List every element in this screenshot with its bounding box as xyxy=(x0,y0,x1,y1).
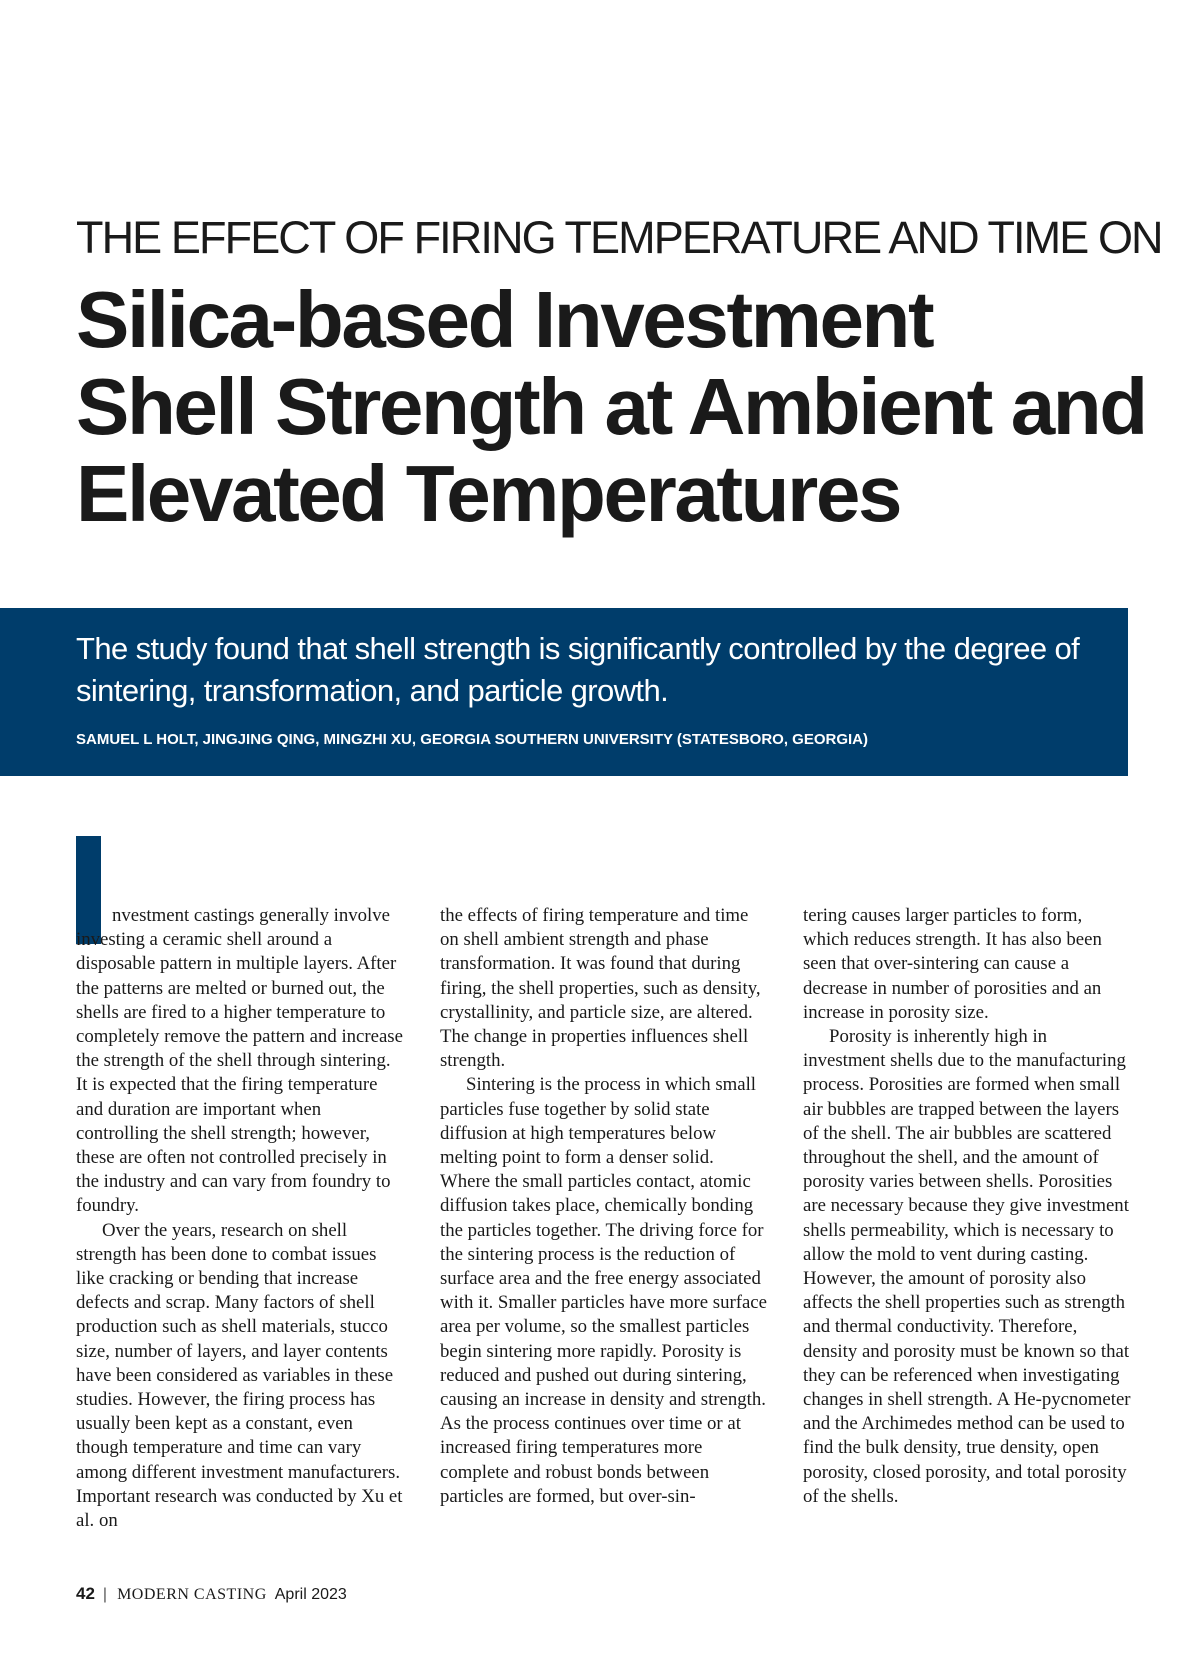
issue-date: April 2023 xyxy=(274,1586,347,1603)
body-column-2 xyxy=(440,904,768,1509)
article-title xyxy=(76,276,1166,537)
magazine-name: MODERN CASTING xyxy=(117,1586,267,1603)
page-number: 42 xyxy=(76,1584,95,1603)
deck-banner xyxy=(0,608,1128,776)
article-kicker: THE EFFECT OF FIRING TEMPERATURE AND TIME ON xyxy=(76,212,1162,263)
body-paragraph: nvestment castings generally involve investing a ceramic shell around a disposable pattern in multiple layers. After the patterns are melted or burned out, the shells are fired to a higher temperature to completely remove the pattern and increase the strength of the shell through sintering. It is expected that the firing temperature and duration are important when controlling the shell strength; however, these are often not controlled precisely in the industry and can vary from foundry to foundry. xyxy=(76,905,403,1217)
article-title-line-3: Elevated Temperatures xyxy=(76,449,901,538)
body-paragraph: tering causes larger particles to form, which reduces strength. It has also been seen that over-sintering can cause a decrease in number of porosities and an increase in porosity size. xyxy=(803,905,1102,1023)
body-paragraph: the effects of firing temperature and time on shell ambient strength and phase transformation. It was found that during firing, the shell properties, such as density, crystallinity, and particle size, are altered. The change in properties influences shell strength. xyxy=(440,905,761,1072)
article-title-line-1: Silica-based Investment xyxy=(76,275,933,364)
footer-separator: | xyxy=(102,1586,108,1603)
body-paragraph: Over the years, research on shell strength has been done to combat issues like cracking or bending that increase defects and scrap. Many factors of shell production such as shell materials, stucco size, number of layers, and layer contents have been considered as variables in these studies. However, the firing process has usually been kept as a constant, even though temperature and time can vary among different investment manufacturers. Important research was conducted by Xu et al. on xyxy=(76,1219,403,1532)
body-paragraph: Porosity is inherently high in investment shells due to the manufacturing process. Porosities are formed when small air bubbles are trapped between the layers of the shell. The air bubbles are scattered throughout the shell, and the amount of porosity varies between shells. Porosities are necessary because they give investment shells permeability, which is necessary to allow the mold to vent during casting. However, the amount of porosity also affects the shell properties such as strength and thermal conductivity. Therefore, density and porosity must be known so that they can be referenced when investigating changes in shell strength. A He-pycnometer and the Archimedes method can be used to find the bulk density, true density, open porosity, closed porosity, and total porosity of the shells. xyxy=(803,1026,1131,1507)
article-byline: SAMUEL L HOLT, JINGJING QING, MINGZHI XU, GEORGIA SOUTHERN UNIVERSITY (STATESBORO, GEORGIA) xyxy=(76,731,869,748)
body-paragraph: Sintering is the process in which small particles fuse together by solid state diffusion at high temperatures below melting point to form a denser solid. Where the small particles contact, atomic diffusion takes place, chemically bonding the particles together. The driving force for the sintering process is the reduction of surface area and the free energy associated with it. Smaller particles have more surface area per volume, so the smallest particles begin sintering more rapidly. Porosity is reduced and pushed out during sintering, causing an increase in density and strength. As the process continues over time or at increased firing temperatures more complete and robust bonds between particles are formed, but over-sin- xyxy=(440,1074,767,1507)
article-deck: The study found that shell strength is significantly controlled by the degree of sintering, transformation, and particle growth. xyxy=(76,631,1080,708)
article-title-line-2: Shell Strength at Ambient and xyxy=(76,362,1146,451)
page-footer xyxy=(76,1584,347,1605)
body-column-3 xyxy=(803,904,1131,1509)
body-column-1 xyxy=(76,904,404,1533)
